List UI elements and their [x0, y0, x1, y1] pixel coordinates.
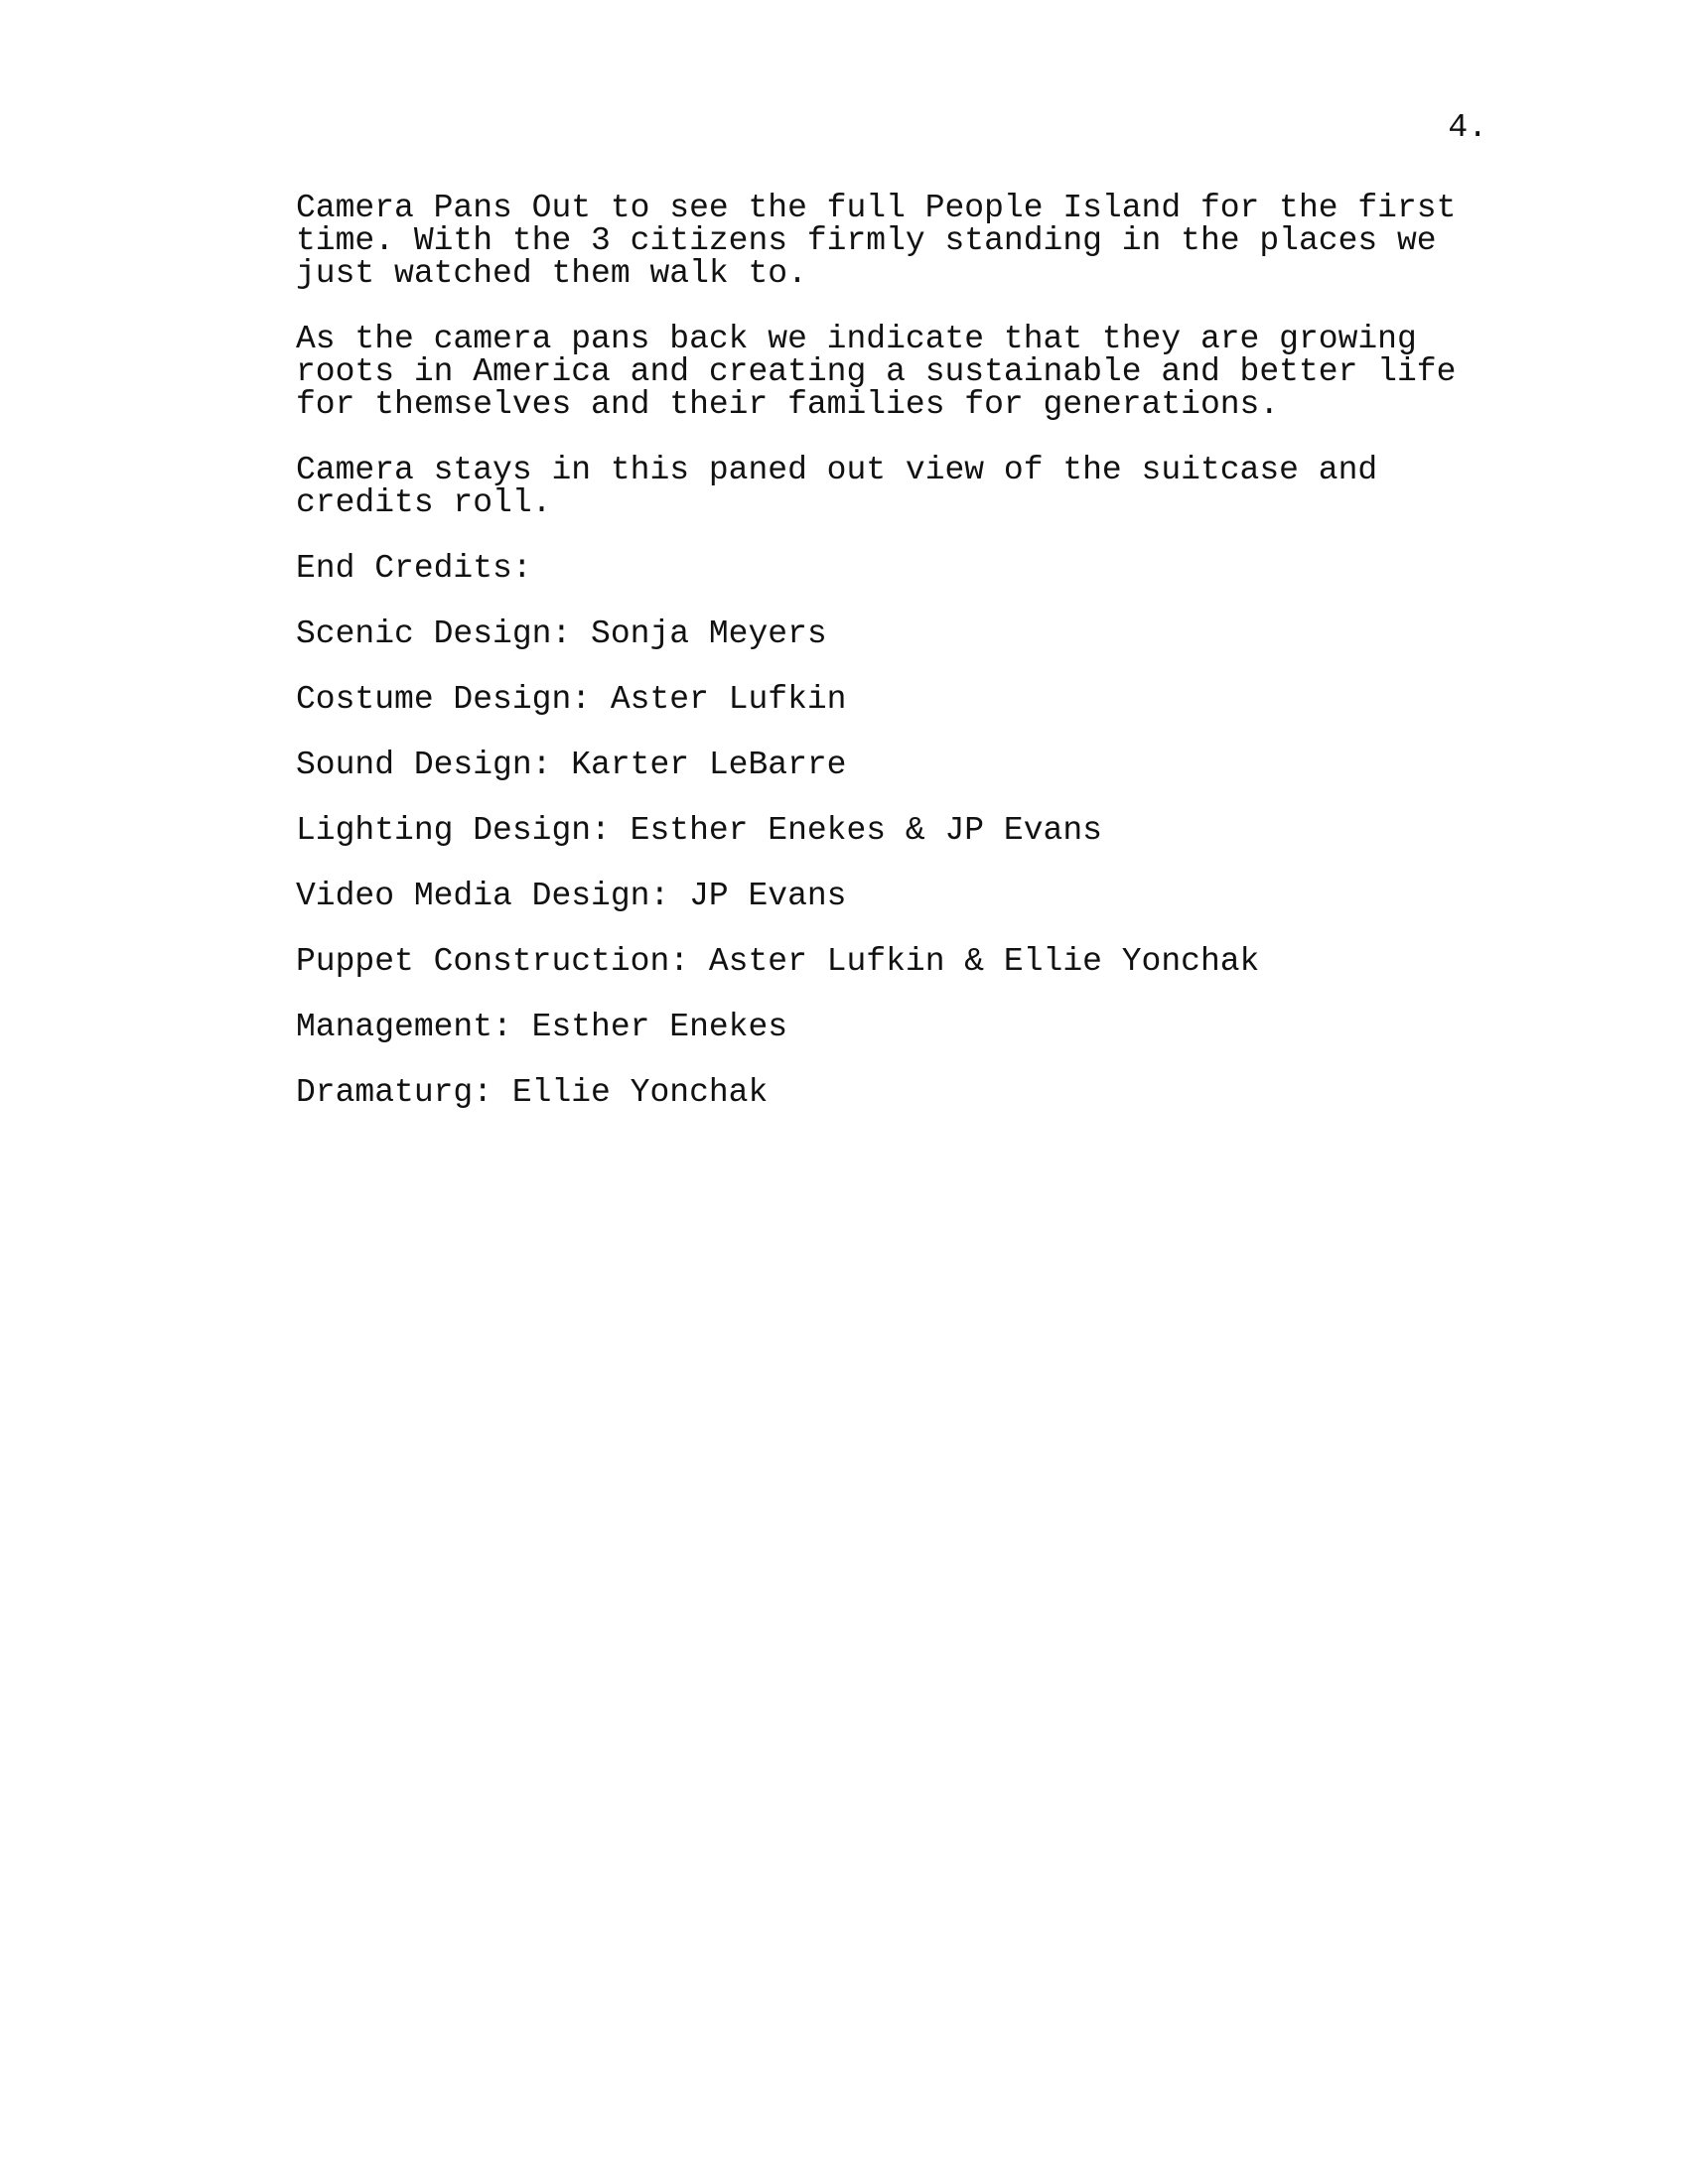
- page-number: 4.: [1448, 109, 1487, 146]
- action-paragraph-3: Camera stays in this paned out view of the suitcase and credits roll.: [296, 452, 1378, 521]
- credit-scenic-design: Scenic Design: Sonja Meyers: [296, 615, 827, 652]
- credit-management: Management: Esther Enekes: [296, 1009, 788, 1045]
- credit-video-media-design: Video Media Design: JP Evans: [296, 878, 847, 914]
- credit-costume-design: Costume Design: Aster Lufkin: [296, 681, 847, 718]
- script-body: [296, 192, 1487, 1142]
- credit-puppet-construction: Puppet Construction: Aster Lufkin & Ellie Yonchak: [296, 943, 1260, 980]
- credits-heading: End Credits:: [296, 550, 532, 587]
- credit-dramaturg: Dramaturg: Ellie Yonchak: [296, 1074, 769, 1111]
- credit-lighting-design: Lighting Design: Esther Enekes & JP Evans: [296, 812, 1102, 849]
- credit-sound-design: Sound Design: Karter LeBarre: [296, 747, 847, 783]
- action-paragraph-2: As the camera pans back we indicate that they are growing roots in America and creating a sustainable and better life for themselves and their families for generations.: [296, 321, 1457, 423]
- action-paragraph-1: Camera Pans Out to see the full People Island for the first time. With the 3 citizens firmly standing in the places we just watched them walk to.: [296, 190, 1457, 292]
